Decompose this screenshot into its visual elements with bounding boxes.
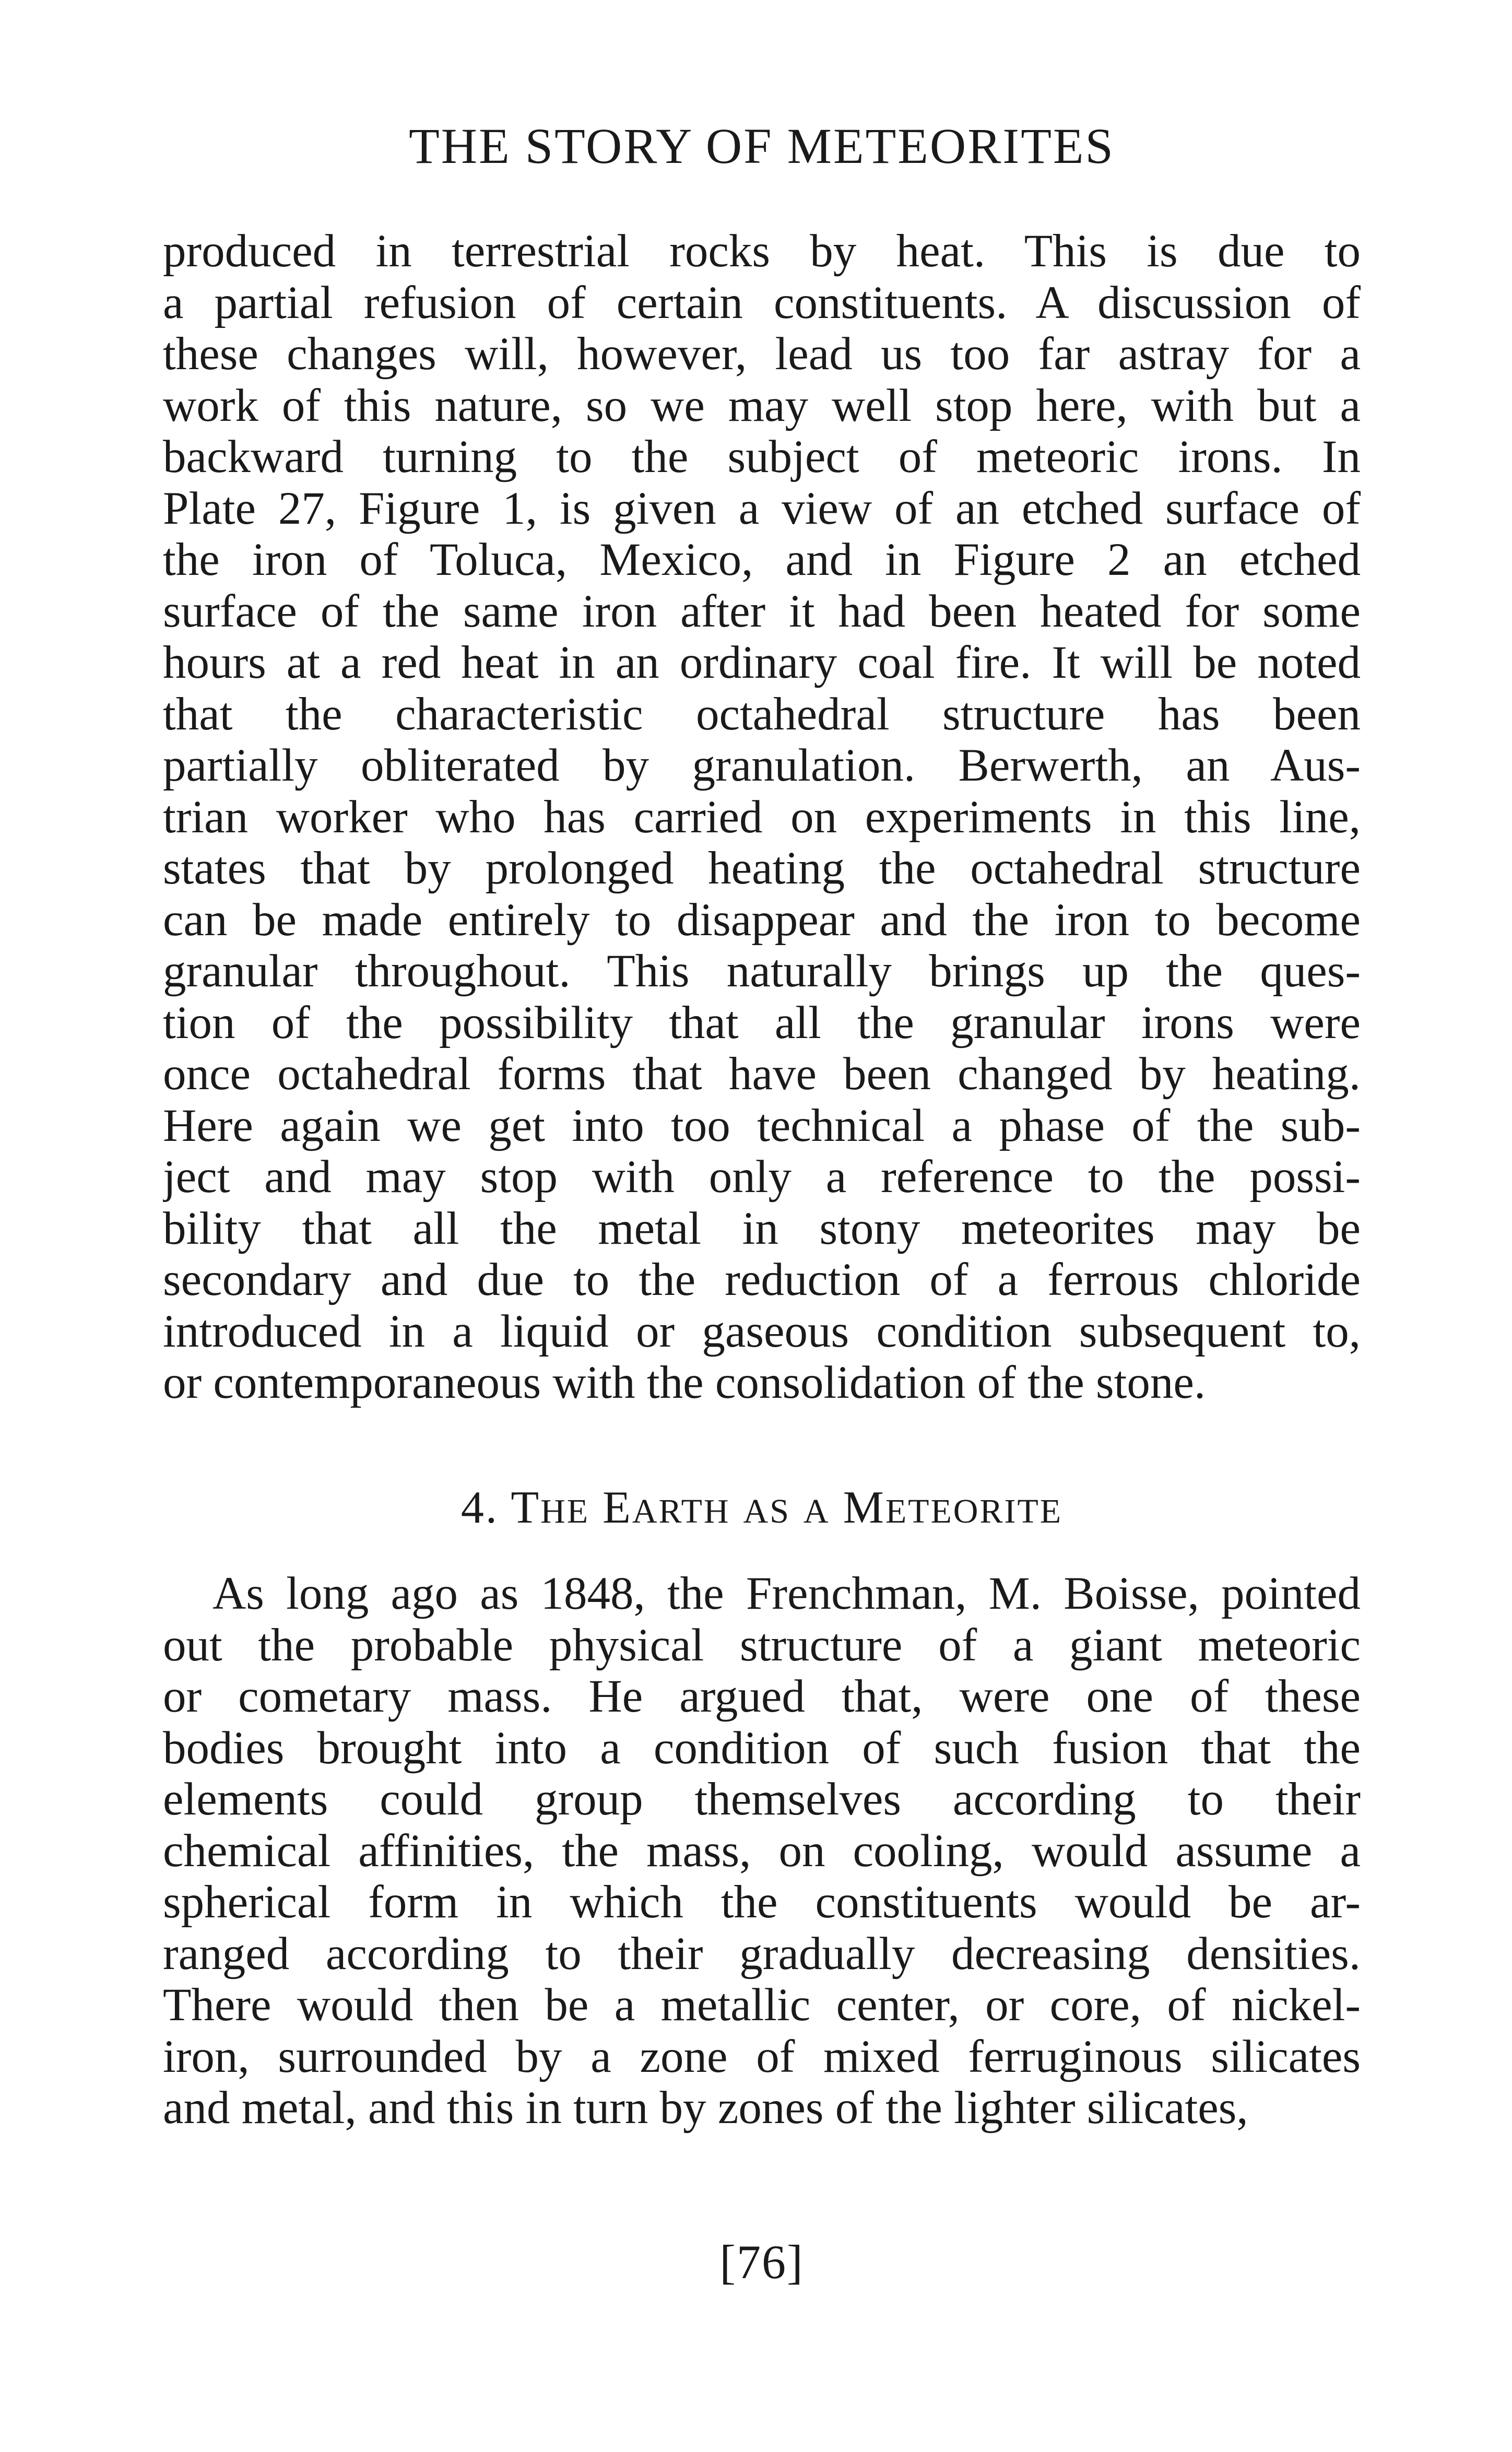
- text-line: granular throughout. This naturally brings up the ques-: [163, 946, 1361, 997]
- text-line: ranged according to their gradually decreasing densities.: [163, 1928, 1361, 1979]
- text-line: work of this nature, so we may well stop here, with but a: [163, 380, 1361, 431]
- heading-word: THE: [511, 1482, 590, 1533]
- text-line: trian worker who has carried on experiments in this line,: [163, 791, 1361, 843]
- text-line: There would then be a metallic center, or core, of nickel-: [163, 1979, 1361, 2031]
- heading-word: EARTH: [603, 1482, 730, 1533]
- text-line: or contemporaneous with the consolidation of the stone.: [163, 1357, 1206, 1408]
- text-line: Plate 27, Figure 1, is given a view of an etched surface of: [163, 482, 1361, 534]
- running-head: THE STORY OF METEORITES: [409, 118, 1115, 174]
- text-line: hours at a red heat in an ordinary coal fire. It will be noted: [163, 637, 1361, 688]
- page-number: [76]: [719, 2235, 804, 2289]
- text-line: secondary and due to the reduction of a ferrous chloride: [163, 1254, 1361, 1305]
- text-line: these changes will, however, lead us too far astray for a: [163, 328, 1361, 380]
- text-line: a partial refusion of certain constituents. A discussion of: [163, 277, 1361, 328]
- text-line: tion of the possibility that all the granular irons were: [163, 997, 1361, 1048]
- paragraph-1: [163, 226, 1361, 1409]
- text-line: produced in terrestrial rocks by heat. This is due to: [163, 226, 1361, 277]
- text-line: Here again we get into too technical a phase of the sub-: [163, 1100, 1361, 1151]
- text-line: backward turning to the subject of meteoric irons. In: [163, 431, 1361, 482]
- paragraph-2: [163, 1568, 1361, 2134]
- section-number: 4.: [460, 1482, 499, 1533]
- text-line: and metal, and this in turn by zones of the lighter silicates,: [163, 2082, 1248, 2133]
- text-line: chemical affinities, the mass, on cooling, would assume a: [163, 1825, 1361, 1877]
- text-line: spherical form in which the constituents would be ar-: [163, 1877, 1361, 1928]
- text-line: out the probable physical structure of a giant meteoric: [163, 1619, 1361, 1671]
- text-line: bility that all the metal in stony meteorites may be: [163, 1203, 1361, 1254]
- text-line: partially obliterated by granulation. Berwerth, an Aus-: [163, 740, 1361, 791]
- text-line: states that by prolonged heating the octahedral structure: [163, 843, 1361, 894]
- text-line: or cometary mass. He argued that, were one of these: [163, 1671, 1361, 1722]
- text-line: the iron of Toluca, Mexico, and in Figure 2 an etched: [163, 534, 1361, 585]
- section-heading: [163, 1482, 1361, 1538]
- text-line: bodies brought into a condition of such fusion that the: [163, 1722, 1361, 1774]
- text-line: introduced in a liquid or gaseous condition subsequent to,: [163, 1305, 1361, 1357]
- text-line: iron, surrounded by a zone of mixed ferruginous silicates: [163, 2031, 1361, 2082]
- text-line: once octahedral forms that have been changed by heating.: [163, 1048, 1361, 1100]
- text-line: ject and may stop with only a reference to the possi-: [163, 1151, 1361, 1203]
- heading-word: AS: [743, 1492, 790, 1530]
- text-line: elements could group themselves according to their: [163, 1774, 1361, 1825]
- text-line: that the characteristic octahedral structure has been: [163, 688, 1361, 740]
- text-line: surface of the same iron after it had been heated for some: [163, 585, 1361, 637]
- text-line: can be made entirely to disappear and the iron to become: [163, 894, 1361, 946]
- heading-word: A: [803, 1492, 830, 1530]
- text-line: As long ago as 1848, the Frenchman, M. Boisse, pointed: [212, 1568, 1361, 1619]
- heading-word: METEORITE: [843, 1482, 1063, 1533]
